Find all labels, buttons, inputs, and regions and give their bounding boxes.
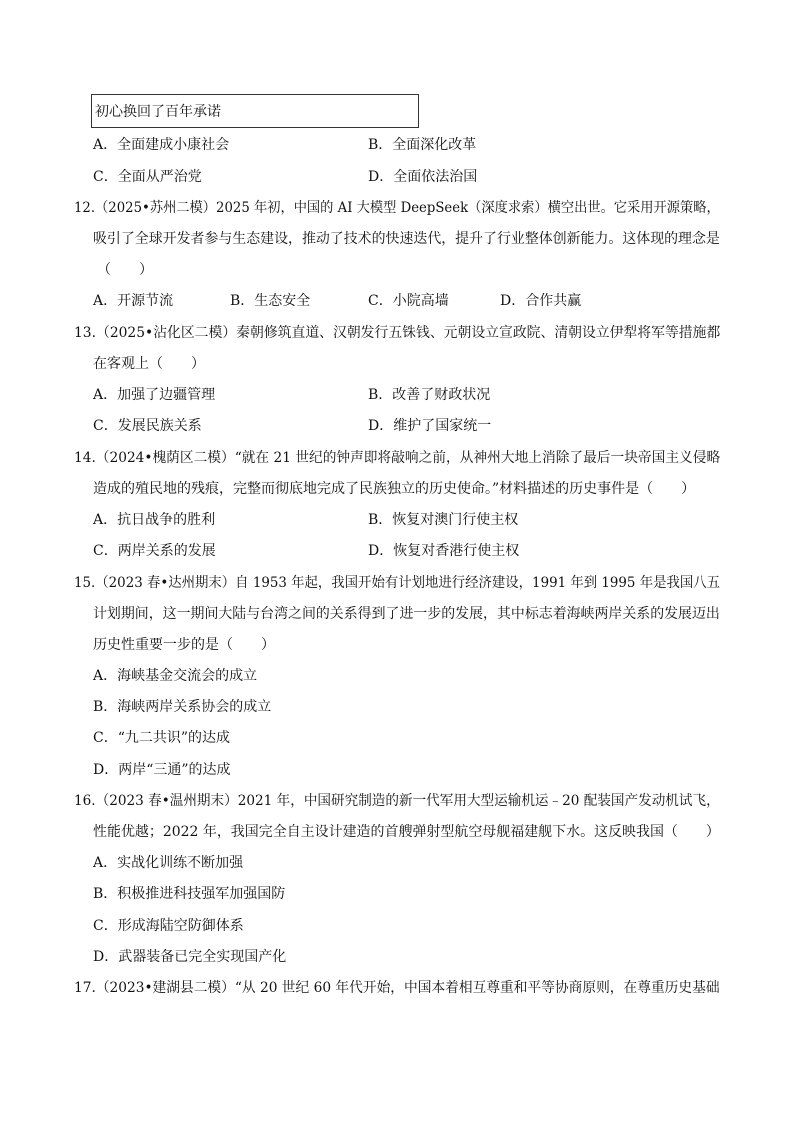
q13-option-c: C．发展民族关系	[93, 418, 202, 434]
q12-stem-line-2: 吸引了全球开发者参与生态建设，推动了技术的快速迭代，提升了行业整体创新能力。这体现的理念是	[93, 231, 720, 247]
q12-option-a: A．开源节流	[93, 293, 174, 309]
q16-option-b: B．积极推进科技强军加强国防	[93, 886, 286, 902]
q13-stem-line-2: 在客观上（ ）	[93, 356, 205, 372]
q13-option-d: D．维护了国家统一	[368, 418, 492, 434]
q15-option-d: D．两岸“三通”的达成	[93, 762, 231, 778]
q16-option-c: C．形成海陆空防御体系	[93, 918, 244, 934]
q13-option-b: B．改善了财政状况	[368, 387, 491, 403]
q14-option-c: C．两岸关系的发展	[93, 543, 216, 559]
q12-option-d: D．合作共赢	[500, 293, 582, 309]
q14-stem-line-1: 14.（2024•槐荫区二模）“就在 21 世纪的钟声即将敲响之前，从神州大地上消除了最后一块帝国主义侵略	[74, 450, 721, 466]
q14-option-d: D．恢复对香港行使主权	[368, 543, 520, 559]
q13-stem-line-1: 13.（2025•沾化区二模）秦朝修筑直道、汉朝发行五铢钱、元朝设立宣政院、清朝设立伊犁将军等措施都	[74, 325, 721, 341]
boxed-text: 初心换回了百年承诺	[91, 94, 419, 128]
q11-option-b: B．全面深化改革	[368, 137, 477, 153]
q14-option-b: B．恢复对澳门行使主权	[368, 512, 519, 528]
q15-stem-line-3: 历史性重要一步的是（ ）	[93, 637, 275, 653]
q12-stem-line-3: （ ）	[97, 262, 153, 278]
q16-option-a: A．实战化训练不断加强	[93, 855, 244, 871]
q16-stem-line-2: 性能优越；2022 年，我国完全自主设计建造的首艘弹射型航空母舰福建舰下水。这反映我国（ ）	[93, 824, 720, 840]
q15-option-b: B．海峡两岸关系协会的成立	[93, 699, 272, 715]
q11-option-c: C．全面从严治党	[93, 169, 202, 185]
q15-option-c: C．“九二共识”的达成	[93, 730, 231, 746]
q17-stem-line-1: 17.（2023•建湖县二模）“从 20 世纪 60 年代开始，中国本着相互尊重和平等协商原则，在尊重历史基础	[74, 980, 720, 996]
q11-option-d: D．全面依法治国	[368, 169, 478, 185]
q14-stem-line-2: 造成的殖民地的残痕，完整而彻底地完成了民族独立的历史使命。”材料描述的历史事件是（ ）	[93, 481, 696, 497]
q16-stem-line-1: 16.（2023 春•温州期末）2021 年，中国研究制造的新一代军用大型运输机运﹣20 配装国产发动机试飞，	[74, 793, 720, 809]
q12-option-c: C．小院高墙	[368, 293, 449, 309]
q14-option-a: A．抗日战争的胜利	[93, 512, 216, 528]
q12-option-b: B．生态安全	[230, 293, 311, 309]
q16-option-d: D．武器装备已完全实现国产化	[93, 949, 287, 965]
q12-stem-line-1: 12.（2025•苏州二模）2025 年初，中国的 AI 大模型 DeepSeek（深度求索）横空出世。它采用开源策略，	[74, 200, 720, 216]
q15-stem-line-2: 计划期间，这一期间大陆与台湾之间的关系得到了进一步的发展，其中标志着海峡两岸关系的发展迈出	[93, 606, 720, 622]
q15-stem-line-1: 15.（2023 春•达州期末）自 1953 年起，我国开始有计划地进行经济建设，1991 年到 1995 年是我国八五	[74, 575, 721, 591]
q15-option-a: A．海峡基金交流会的成立	[93, 668, 258, 684]
q11-option-a: A．全面建成小康社会	[93, 137, 230, 153]
q13-option-a: A．加强了边疆管理	[93, 387, 216, 403]
